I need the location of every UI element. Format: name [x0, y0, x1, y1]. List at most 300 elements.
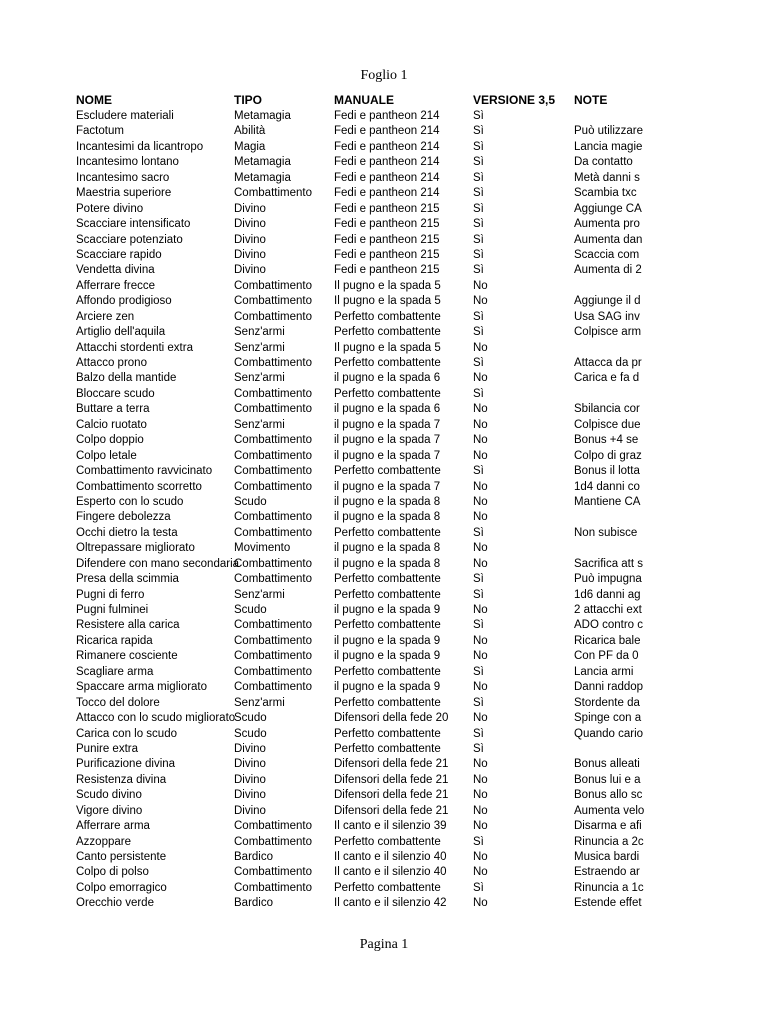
cell-nome: Colpo letale — [76, 449, 137, 462]
cell-tipo: Divino — [234, 773, 266, 786]
cell-manuale: il pugno e la spada 6 — [334, 403, 441, 416]
table-row — [76, 464, 640, 479]
cell-note: Carica e fa d — [574, 372, 640, 385]
cell-versione: No — [473, 804, 488, 817]
cell-versione: Sì — [473, 110, 484, 122]
cell-nome: Incantesimo sacro — [76, 171, 170, 184]
cell-manuale: Perfetto combattente — [334, 696, 441, 709]
cell-note: Con PF da 0 — [574, 650, 639, 663]
cell-note: Estraendo ar — [574, 866, 640, 879]
cell-manuale: Il pugno e la spada 5 — [334, 341, 441, 354]
cell-manuale: Fedi e pantheon 215 — [334, 248, 440, 261]
table-row — [76, 418, 641, 433]
cell-nome: Balzo della mantide — [76, 372, 177, 385]
table-row — [76, 186, 636, 201]
cell-versione: No — [473, 604, 488, 616]
cell-versione: Sì — [473, 187, 484, 200]
cell-note: Sacrifica att s — [574, 557, 644, 570]
cell-note: Rinuncia a 2c — [574, 835, 644, 848]
cell-manuale: Perfetto combattente — [334, 665, 441, 678]
cell-nome: Calcio ruotato — [76, 418, 147, 431]
cell-versione: Sì — [473, 742, 484, 755]
cell-versione: No — [473, 820, 488, 833]
table-row — [76, 881, 644, 896]
cell-manuale: Perfetto combattente — [334, 310, 441, 323]
cell-note: Colpisce arm — [574, 326, 642, 339]
table-row — [76, 788, 643, 803]
cell-nome: Rimanere cosciente — [76, 650, 178, 663]
cell-versione: Sì — [473, 248, 484, 261]
cell-note: Quando cario — [574, 727, 644, 740]
column-header-note: NOTE — [574, 93, 608, 107]
cell-note: Aggiunge CA — [574, 202, 642, 215]
cell-manuale: Perfetto combattente — [334, 588, 441, 601]
cell-note: Scaccia com — [574, 248, 640, 261]
cell-nome: Vendetta divina — [76, 264, 155, 277]
table-row — [76, 202, 642, 217]
table-row — [76, 263, 642, 278]
cell-manuale: il pugno e la spada 8 — [334, 557, 441, 570]
cell-nome: Colpo di polso — [76, 866, 149, 879]
cell-tipo: Combattimento — [234, 357, 312, 369]
table-row — [76, 541, 636, 556]
table-row — [76, 711, 642, 726]
cell-note: Metà danni s — [574, 171, 640, 184]
cell-nome: Combattimento ravvicinato — [76, 465, 213, 478]
cell-versione: No — [473, 634, 488, 647]
cell-manuale: Fedi e pantheon 215 — [334, 202, 440, 215]
cell-nome: Oltrepassare migliorato — [76, 542, 195, 555]
cell-nome: Tocco del dolore — [76, 696, 160, 709]
cell-tipo: Metamagia — [234, 156, 291, 169]
cell-versione: No — [473, 681, 488, 694]
table-row — [76, 310, 640, 325]
cell-versione: Sì — [473, 619, 484, 632]
cell-manuale: Il canto e il silenzio 40 — [334, 851, 447, 863]
cell-tipo: Combattimento — [234, 295, 312, 308]
cell-nome: Esperto con lo scudo — [76, 495, 184, 508]
cell-tipo: Combattimento — [234, 650, 312, 663]
cell-versione: Sì — [473, 218, 484, 231]
feats-table — [76, 91, 645, 912]
cell-manuale: Perfetto combattente — [334, 619, 441, 632]
cell-manuale: Il canto e il silenzio 40 — [334, 866, 447, 879]
cell-manuale: Il canto e il silenzio 39 — [334, 820, 447, 833]
cell-manuale: Difensori della fede 21 — [334, 758, 449, 771]
cell-tipo: Combattimento — [234, 403, 312, 416]
table-row — [76, 773, 641, 788]
cell-manuale: Fedi e pantheon 214 — [334, 171, 440, 184]
cell-versione: Sì — [473, 233, 484, 246]
cell-nome: Scacciare rapido — [76, 248, 162, 261]
cell-tipo: Divino — [234, 233, 266, 246]
cell-note: 2 attacchi ext — [574, 604, 642, 616]
cell-manuale: Perfetto combattente — [334, 387, 441, 400]
cell-note: Scambia txc — [574, 187, 637, 200]
cell-nome: Colpo doppio — [76, 434, 144, 447]
cell-manuale: Fedi e pantheon 214 — [334, 125, 440, 138]
cell-versione: Sì — [473, 526, 484, 539]
cell-versione: No — [473, 897, 488, 910]
cell-manuale: il pugno e la spada 7 — [334, 434, 441, 447]
cell-nome: Ricarica rapida — [76, 634, 153, 647]
cell-tipo: Divino — [234, 202, 266, 215]
cell-manuale: Fedi e pantheon 214 — [334, 110, 440, 122]
cell-tipo: Senz'armi — [234, 341, 285, 354]
table-row — [76, 356, 642, 371]
cell-nome: Azzoppare — [76, 835, 131, 848]
cell-versione: No — [473, 866, 488, 879]
cell-versione: No — [473, 773, 488, 786]
cell-note: Disarma e afi — [574, 820, 642, 833]
cell-manuale: Perfetto combattente — [334, 742, 441, 755]
cell-tipo: Combattimento — [234, 557, 312, 570]
cell-nome: Colpo emorragico — [76, 881, 167, 894]
cell-nome: Difendere con mano secondaria — [76, 557, 240, 570]
cell-nome: Bloccare scudo — [76, 387, 155, 400]
cell-tipo: Scudo — [234, 712, 267, 725]
cell-versione: Sì — [473, 387, 484, 400]
cell-tipo: Combattimento — [234, 480, 312, 493]
cell-tipo: Senz'armi — [234, 326, 285, 339]
cell-tipo: Combattimento — [234, 681, 312, 694]
cell-versione: Sì — [473, 835, 484, 848]
column-header-manuale: MANUALE — [334, 93, 394, 107]
cell-tipo: Combattimento — [234, 511, 312, 524]
cell-nome: Purificazione divina — [76, 758, 176, 771]
cell-versione: No — [473, 511, 488, 524]
cell-manuale: il pugno e la spada 9 — [334, 604, 441, 616]
cell-manuale: il pugno e la spada 7 — [334, 418, 441, 431]
table-row — [76, 248, 640, 263]
cell-manuale: Perfetto combattente — [334, 357, 441, 369]
table-row — [76, 696, 640, 711]
cell-tipo: Combattimento — [234, 279, 312, 292]
cell-versione: No — [473, 341, 488, 354]
table-body — [76, 109, 645, 912]
cell-nome: Buttare a terra — [76, 403, 150, 416]
cell-tipo: Combattimento — [234, 387, 312, 400]
page-footer: Pagina 1 — [359, 937, 409, 952]
cell-note: Ricarica bale — [574, 634, 641, 647]
cell-note: Bonus allo sc — [574, 789, 643, 802]
cell-tipo: Senz'armi — [234, 418, 285, 431]
cell-nome: Scagliare arma — [76, 665, 154, 678]
cell-manuale: Fedi e pantheon 215 — [334, 264, 440, 277]
cell-nome: Canto persistente — [76, 851, 167, 863]
cell-tipo: Divino — [234, 742, 266, 755]
cell-tipo: Scudo — [234, 727, 267, 740]
cell-note: Bonus alleati — [574, 758, 640, 771]
table-row — [76, 665, 636, 680]
cell-versione: No — [473, 434, 488, 447]
table-row — [76, 865, 640, 880]
cell-tipo: Combattimento — [234, 619, 312, 632]
table-row — [76, 433, 639, 448]
cell-nome: Pugni di ferro — [76, 588, 145, 601]
cell-note: Estende effet — [574, 897, 642, 910]
cell-tipo: Abilità — [234, 125, 266, 138]
cell-tipo: Combattimento — [234, 835, 312, 848]
cell-nome: Incantesimi da licantropo — [76, 140, 204, 153]
cell-tipo: Combattimento — [234, 634, 312, 647]
table-row — [76, 742, 636, 757]
cell-tipo: Divino — [234, 218, 266, 231]
table-row — [76, 480, 640, 495]
cell-manuale: il pugno e la spada 8 — [334, 542, 441, 555]
cell-versione: Sì — [473, 881, 484, 894]
cell-versione: Sì — [473, 465, 484, 478]
table-row — [76, 603, 642, 618]
cell-nome: Arciere zen — [76, 310, 135, 323]
cell-note: Stordente da — [574, 696, 640, 709]
cell-versione: Sì — [473, 156, 484, 169]
table-row — [76, 279, 636, 294]
cell-versione: No — [473, 372, 488, 385]
cell-tipo: Combattimento — [234, 434, 312, 447]
cell-tipo: Magia — [234, 140, 266, 153]
cell-versione: No — [473, 480, 488, 493]
cell-versione: Sì — [473, 326, 484, 339]
cell-manuale: Fedi e pantheon 215 — [334, 233, 440, 246]
cell-tipo: Divino — [234, 804, 266, 817]
table-row — [76, 341, 636, 356]
cell-versione: No — [473, 495, 488, 508]
cell-note: Colpisce due — [574, 418, 641, 431]
cell-note: Musica bardi — [574, 851, 640, 863]
cell-nome: Spaccare arma migliorato — [76, 681, 208, 694]
table-row — [76, 618, 644, 633]
cell-note: Aumenta dan — [574, 233, 643, 246]
cell-manuale: il pugno e la spada 7 — [334, 480, 441, 493]
cell-manuale: Perfetto combattente — [334, 881, 441, 894]
table-row — [76, 572, 642, 587]
table-row — [76, 727, 644, 742]
cell-manuale: Perfetto combattente — [334, 727, 441, 740]
cell-versione: Sì — [473, 171, 484, 184]
cell-note: Lancia armi — [574, 665, 634, 678]
cell-nome: Combattimento scorretto — [76, 480, 202, 493]
column-header-tipo: TIPO — [234, 93, 263, 107]
cell-manuale: Il pugno e la spada 5 — [334, 295, 441, 308]
table-row — [76, 155, 636, 170]
table-row — [76, 680, 644, 695]
cell-tipo: Combattimento — [234, 449, 312, 462]
cell-nome: Escludere materiali — [76, 110, 174, 122]
cell-nome: Carica con lo scudo — [76, 727, 177, 740]
cell-nome: Attacchi stordenti extra — [76, 341, 193, 354]
cell-manuale: Difensori della fede 21 — [334, 804, 449, 817]
cell-nome: Afferrare frecce — [76, 279, 156, 292]
cell-note: Lancia magie — [574, 140, 643, 153]
cell-tipo: Combattimento — [234, 526, 312, 539]
cell-tipo: Metamagia — [234, 110, 291, 122]
cell-nome: Factotum — [76, 125, 124, 138]
cell-note: 1d4 danni co — [574, 480, 640, 493]
cell-tipo: Bardico — [234, 851, 273, 863]
cell-note: 1d6 danni ag — [574, 588, 641, 601]
cell-tipo: Combattimento — [234, 573, 312, 586]
cell-note: Attacca da pr — [574, 357, 642, 369]
cell-note: Rinuncia a 1c — [574, 881, 644, 894]
table-row — [76, 526, 636, 541]
table-row — [76, 294, 641, 309]
cell-versione: Sì — [473, 202, 484, 215]
cell-nome: Maestria superiore — [76, 187, 172, 200]
cell-versione: No — [473, 403, 488, 416]
cell-versione: Sì — [473, 264, 484, 277]
cell-tipo: Combattimento — [234, 465, 312, 478]
table-row — [76, 819, 642, 834]
cell-versione: No — [473, 279, 488, 292]
cell-nome: Pugni fulminei — [76, 604, 149, 616]
cell-note: Aggiunge il d — [574, 295, 641, 308]
cell-nome: Punire extra — [76, 742, 139, 755]
cell-manuale: Difensori della fede 21 — [334, 773, 449, 786]
cell-versione: Sì — [473, 696, 484, 709]
cell-versione: Sì — [473, 125, 484, 138]
cell-note: Colpo di graz — [574, 449, 642, 462]
table-row — [76, 557, 644, 572]
cell-tipo: Scudo — [234, 604, 267, 616]
cell-nome: Artiglio dell'aquila — [76, 326, 166, 339]
cell-manuale: Fedi e pantheon 214 — [334, 140, 440, 153]
table-row — [76, 109, 636, 124]
cell-tipo: Combattimento — [234, 881, 312, 894]
cell-nome: Incantesimo lontano — [76, 156, 179, 169]
cell-nome: Potere divino — [76, 202, 144, 215]
cell-tipo: Senz'armi — [234, 588, 285, 601]
cell-nome: Orecchio verde — [76, 897, 154, 910]
cell-versione: No — [473, 557, 488, 570]
cell-tipo: Senz'armi — [234, 372, 285, 385]
table-header-row — [76, 91, 636, 109]
table-row — [76, 171, 640, 186]
table-row — [76, 325, 642, 340]
cell-note: Mantiene CA — [574, 495, 641, 508]
cell-versione: Sì — [473, 727, 484, 740]
cell-tipo: Metamagia — [234, 171, 291, 184]
cell-versione: Sì — [473, 140, 484, 153]
cell-nome: Occhi dietro la testa — [76, 526, 178, 539]
cell-tipo: Movimento — [234, 542, 291, 555]
cell-manuale: il pugno e la spada 7 — [334, 449, 441, 462]
cell-nome: Scacciare intensificato — [76, 218, 191, 231]
cell-manuale: il pugno e la spada 8 — [334, 511, 441, 524]
cell-tipo: Combattimento — [234, 310, 312, 323]
cell-versione: Sì — [473, 310, 484, 323]
cell-manuale: Perfetto combattente — [334, 835, 441, 848]
cell-manuale: il pugno e la spada 9 — [334, 634, 441, 647]
cell-manuale: Fedi e pantheon 214 — [334, 187, 440, 200]
cell-note: Spinge con a — [574, 712, 642, 725]
cell-versione: Sì — [473, 357, 484, 369]
cell-note: Bonus lui e a — [574, 773, 641, 786]
cell-manuale: Il canto e il silenzio 42 — [334, 897, 447, 910]
table-row — [76, 588, 641, 603]
cell-note: ADO contro c — [574, 619, 644, 632]
cell-note: Non subisce — [574, 526, 638, 539]
cell-nome: Presa della scimmia — [76, 573, 179, 586]
table-row — [76, 402, 640, 417]
cell-note: Può impugna — [574, 573, 642, 586]
cell-note: Usa SAG inv — [574, 310, 640, 323]
table-row — [76, 896, 642, 911]
cell-manuale: Fedi e pantheon 214 — [334, 156, 440, 169]
cell-versione: No — [473, 542, 488, 555]
table-row — [76, 510, 636, 525]
cell-tipo: Divino — [234, 248, 266, 261]
cell-manuale: Il pugno e la spada 5 — [334, 279, 441, 292]
cell-manuale: Fedi e pantheon 215 — [334, 218, 440, 231]
cell-note: Da contatto — [574, 156, 633, 169]
cell-note: Può utilizzare — [574, 125, 644, 138]
cell-versione: No — [473, 712, 488, 725]
table-row — [76, 804, 645, 819]
cell-versione: No — [473, 851, 488, 863]
cell-versione: Sì — [473, 588, 484, 601]
cell-tipo: Scudo — [234, 495, 267, 508]
cell-tipo: Combattimento — [234, 665, 312, 678]
column-header-versione: VERSIONE 3,5 — [473, 93, 556, 107]
cell-nome: Attacco prono — [76, 357, 147, 369]
table-row — [76, 495, 641, 510]
cell-versione: No — [473, 418, 488, 431]
cell-tipo: Senz'armi — [234, 696, 285, 709]
cell-tipo: Divino — [234, 264, 266, 277]
table-row — [76, 387, 636, 402]
table-row — [76, 449, 642, 464]
cell-tipo: Divino — [234, 758, 266, 771]
cell-tipo: Bardico — [234, 897, 273, 910]
cell-manuale: il pugno e la spada 9 — [334, 650, 441, 663]
cell-versione: No — [473, 789, 488, 802]
cell-nome: Attacco con lo scudo migliorato — [76, 712, 236, 725]
cell-versione: No — [473, 295, 488, 308]
cell-nome: Fingere debolezza — [76, 511, 171, 524]
cell-manuale: Perfetto combattente — [334, 526, 441, 539]
cell-note: Aumenta di 2 — [574, 264, 642, 277]
cell-manuale: Perfetto combattente — [334, 326, 441, 339]
table-row — [76, 649, 639, 664]
cell-note: Danni raddop — [574, 681, 644, 694]
cell-manuale: il pugno e la spada 9 — [334, 681, 441, 694]
cell-nome: Afferrare arma — [76, 820, 150, 833]
cell-note: Aumenta pro — [574, 218, 640, 231]
cell-note: Bonus +4 se — [574, 434, 639, 447]
cell-tipo: Combattimento — [234, 187, 312, 200]
table-row — [76, 835, 644, 850]
sheet-title: Foglio 1 — [360, 68, 408, 83]
table-row — [76, 850, 640, 865]
cell-nome: Scudo divino — [76, 789, 142, 802]
cell-tipo: Combattimento — [234, 866, 312, 879]
cell-versione: Sì — [473, 573, 484, 586]
cell-nome: Vigore divino — [76, 804, 143, 817]
cell-versione: No — [473, 758, 488, 771]
cell-note: Aumenta velo — [574, 804, 645, 817]
cell-nome: Resistere alla carica — [76, 619, 180, 632]
table-row — [76, 124, 644, 139]
cell-tipo: Divino — [234, 789, 266, 802]
table-row — [76, 371, 640, 386]
cell-manuale: Difensori della fede 21 — [334, 789, 449, 802]
cell-note: Bonus il lotta — [574, 465, 640, 478]
cell-manuale: Perfetto combattente — [334, 573, 441, 586]
table-row — [76, 233, 643, 248]
table-row — [76, 757, 640, 772]
cell-tipo: Combattimento — [234, 820, 312, 833]
